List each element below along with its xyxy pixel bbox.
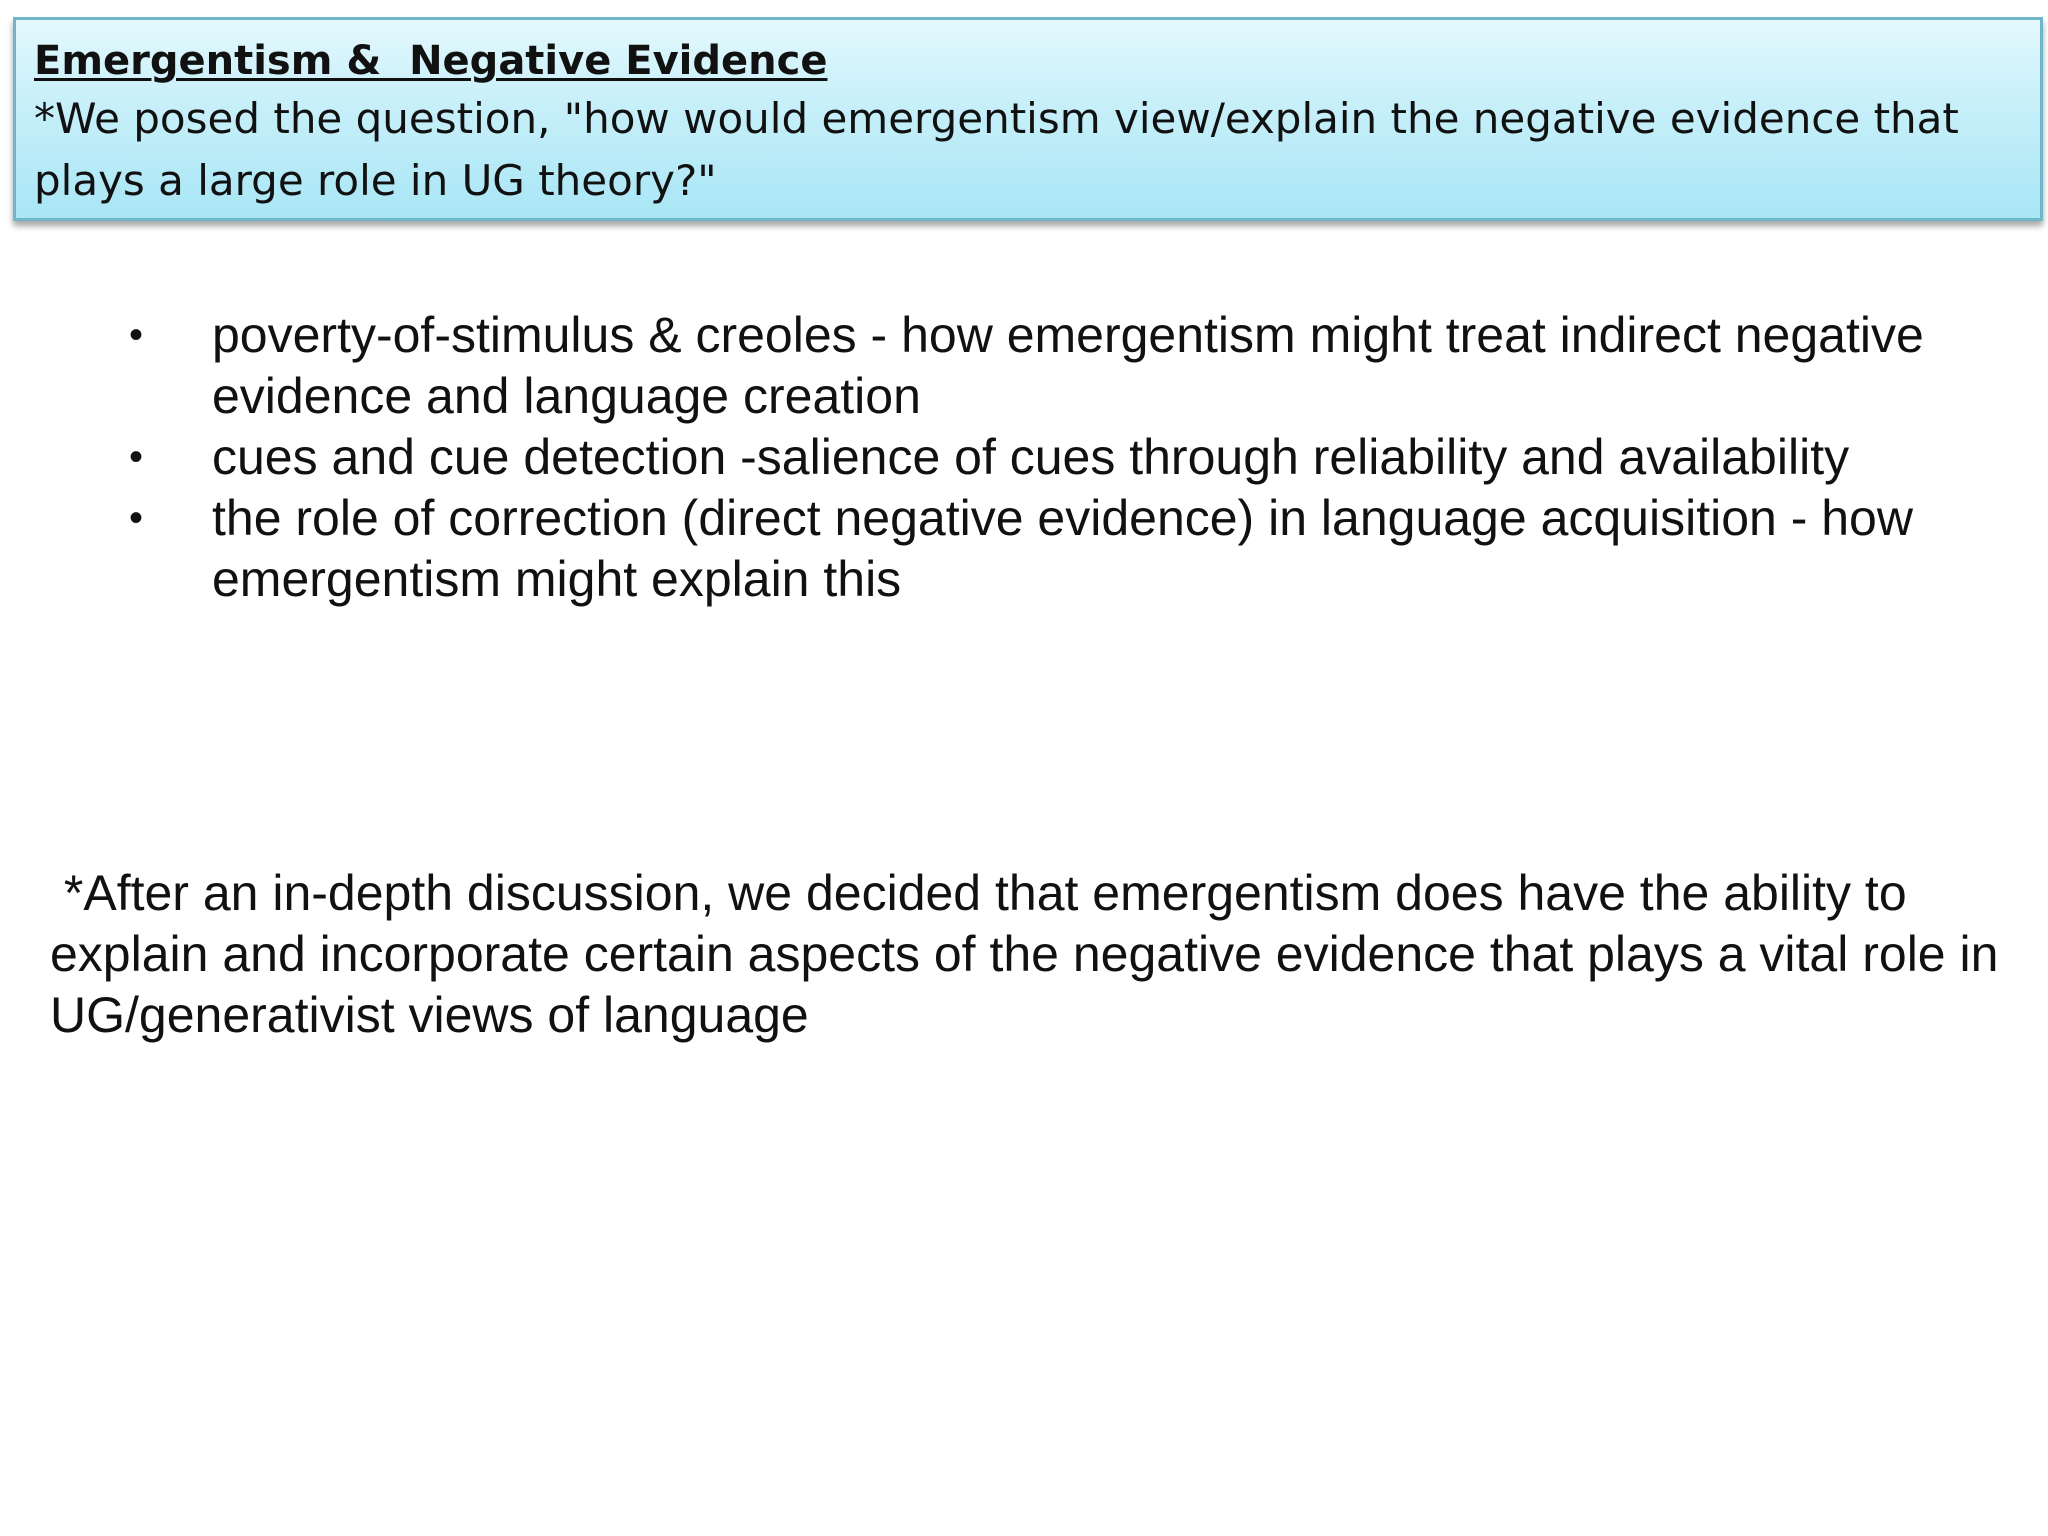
bullet-item: [0, 488, 1972, 610]
posed-question: *We posed the question, "how would emergentism view/explain the negative evidence that plays a large role in UG theory?": [34, 94, 1959, 205]
bullet-item: [0, 305, 1972, 427]
bullet-item: [0, 427, 1972, 488]
bullet-text: poverty-of-stimulus & creoles - how emergentism might treat indirect negative evidence and language creation: [212, 307, 1924, 424]
slide-title: Emergentism & Negative Evidence: [34, 38, 828, 84]
bullet-dot-icon: •: [129, 435, 144, 479]
bullet-dot-icon: •: [129, 313, 144, 357]
slide-title-box: [13, 17, 2043, 221]
bullet-dot-icon: •: [129, 496, 144, 540]
bullet-text: the role of correction (direct negative evidence) in language acquisition - how emergentism might explain this: [212, 490, 1913, 607]
bullet-list: [0, 305, 2048, 610]
conclusion-paragraph: *After an in-depth discussion, we decided that emergentism does have the ability to explain and incorporate certain aspects of the negative evidence that plays a vital role in UG/generativist views of language: [50, 865, 2013, 1043]
bullet-text: cues and cue detection -salience of cues through reliability and availability: [212, 429, 1850, 485]
